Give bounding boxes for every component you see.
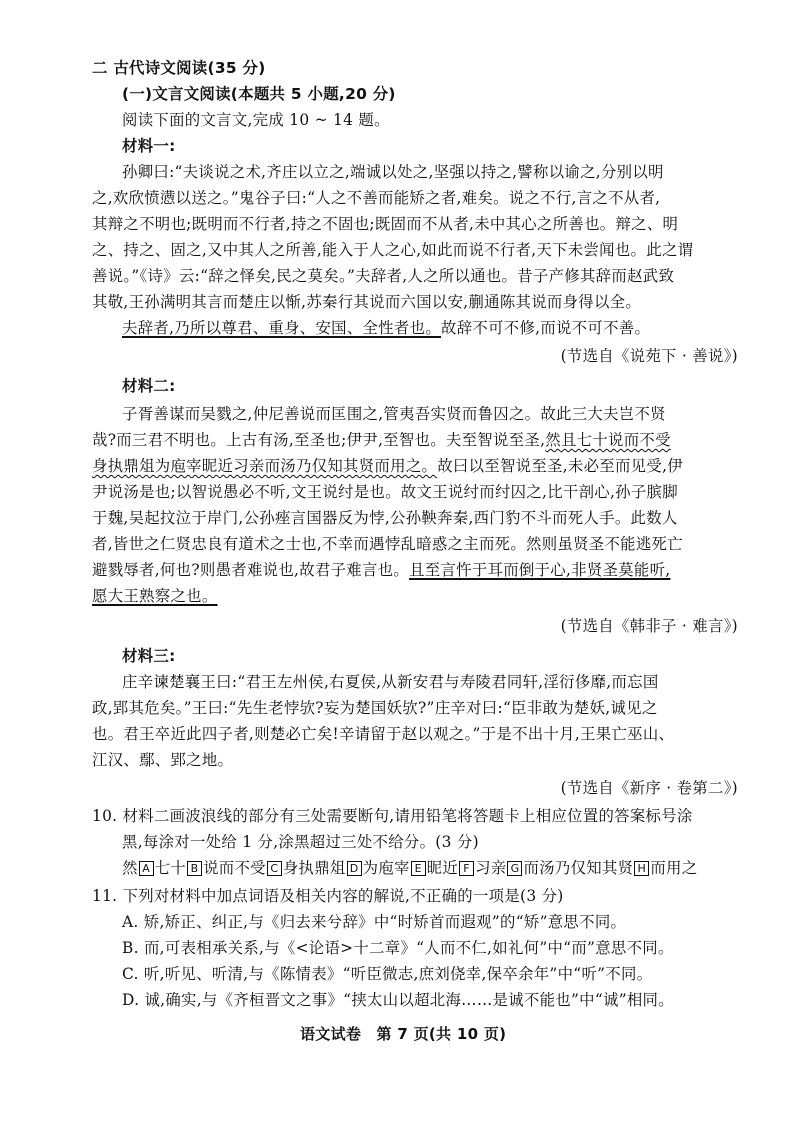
- material1-line-last: [122, 318, 650, 338]
- answer-marker-E[interactable]: E: [411, 861, 426, 876]
- q11-stem: 11. 下列对材料中加点词语及相关内容的解说,不正确的一项是(3 分): [92, 887, 564, 905]
- material1-label: 材料一:: [122, 137, 176, 155]
- answer-marker-H[interactable]: H: [634, 861, 649, 876]
- material3-line: 也。君王卒近此四子者,则楚必亡矣!辛请留于赵以观之。”于是不出十月,王果亡巫山、: [92, 725, 675, 743]
- q10-stem: 10. 材料二画波浪线的部分有三处需要断句,请用铅笔将答题卡上相应位置的答案标号涂: [92, 807, 693, 825]
- answer-marker-B[interactable]: B: [187, 861, 202, 876]
- q11-option-b: B. 而,可表相承关系,与《<论语>十二章》“人而不仁,如礼何”中“而”意思不同。: [122, 939, 674, 957]
- material1-line: 孙卿曰:“夫谈说之术,齐庄以立之,端诚以处之,坚强以持之,譬称以谕之,分别以明: [122, 163, 664, 181]
- material2-line: [92, 560, 671, 580]
- underlined-sentence: 夫辞者,乃所以尊君、重身、安国、全性者也。: [122, 319, 442, 337]
- material3-line: 江汉、鄢、郢之地。: [92, 751, 234, 769]
- q10-stem-cont: 黑,每涂对一处给 1 分,涂黑超过三处不给分。(3 分): [122, 833, 479, 851]
- answer-marker-C[interactable]: C: [267, 861, 282, 876]
- wavy-underlined-text: 身执鼎俎为庖宰昵近习亲而汤乃仅知其贤而用之。: [92, 457, 438, 475]
- wavy-underlined-text: 然且七十说而不受: [545, 431, 671, 449]
- material1-line: 之,欢欣愤懑以送之。”鬼谷子曰:“人之不善而能矫之者,难矣。说之不行,言之不从者,: [92, 189, 661, 207]
- material2-line: 尹说汤是也;以智说愚必不听,文王说纣是也。故文王说纣而纣囚之,比干剖心,孙子膑脚: [92, 483, 678, 501]
- q10-segment: 七十: [154, 859, 187, 877]
- answer-marker-D[interactable]: D: [347, 861, 362, 876]
- subsection-title: (一)文言文阅读(本题共 5 小题,20 分): [122, 85, 396, 103]
- material3-line: 庄辛谏楚襄王曰:“君王左州侯,右夏侯,从新安君与寿陵君同轩,淫衍侈靡,而忘国: [122, 673, 659, 691]
- q10-segment: 而汤乃仅知其贤: [523, 859, 634, 877]
- q11-option-a: A. 矫,矫正、纠正,与《归去来兮辞》中“时矫首而遐观”的“矫”意思不同。: [122, 913, 627, 931]
- answer-marker-G[interactable]: G: [507, 861, 522, 876]
- material2-label: 材料二:: [122, 377, 176, 395]
- answer-marker-F[interactable]: F: [459, 861, 474, 876]
- material2-line: 子胥善谋而吴戮之,仲尼善说而匡围之,管夷吾实贤而鲁囚之。故此三大夫岂不贤: [122, 405, 666, 423]
- material3-source: (节选自《新序 · 卷第二》): [560, 779, 738, 797]
- material2-line-rest: 故曰以至智说至圣,未必至而见受,伊: [437, 457, 683, 475]
- underlined-sentence: 且至言忤于耳而倒于心,非贤圣莫能听,: [409, 561, 671, 579]
- material2-line-plain: 哉?而三君不明也。上古有汤,至圣也;伊尹,至智也。夫至智说至圣,: [92, 431, 546, 449]
- q10-segment: 说而不受: [203, 859, 266, 877]
- q10-segment: 身执鼎俎: [282, 859, 346, 877]
- material1-line: 之、持之、固之,又中其人之所善,能入于人之心,如此而说不行者,天下未尝闻也。此之谓: [92, 241, 694, 259]
- material2-line-plain: 避戮辱者,何也?则愚者难说也,故君子难言也。: [92, 561, 410, 579]
- material2-line: [92, 456, 683, 476]
- material3-label: 材料三:: [122, 647, 176, 665]
- q10-segment: 而用之: [650, 859, 698, 877]
- material2-line: [92, 586, 218, 606]
- q10-segment: 昵近: [426, 859, 459, 877]
- page-footer: 语文试卷 第 7 页(共 10 页): [300, 1025, 507, 1043]
- material1-source: (节选自《说苑下 · 善说》): [560, 347, 738, 365]
- material1-line: 其辩之不明也;既明而不行者,持之不固也;既固而不从者,未中其心之所善也。辩之、明: [92, 215, 679, 233]
- material1-line: 善说。”《诗》云:“辞之怿矣,民之莫矣。”夫辞者,人之所以通也。昔子产修其辞而赵武致: [92, 267, 675, 285]
- material2-line: 于魏,吴起抆泣于岸门,公孙痤言国器反为悖,公孙鞅奔秦,西门豹不斗而死人手。此数人: [92, 509, 678, 527]
- q11-option-d: D. 诚,确实,与《齐桓晋文之事》“挟太山以超北海……是诚不能也”中“诚”相同。: [122, 991, 674, 1009]
- material2-line: [92, 430, 671, 450]
- section-title: 二 古代诗文阅读(35 分): [92, 59, 266, 77]
- material2-line: 者,皆世之仁贤忠良有道术之士也,不幸而遇悖乱暗惑之主而死。然则虽贤圣不能逃死亡: [92, 535, 683, 553]
- q10-segment: 为庖宰: [362, 859, 410, 877]
- q11-option-c: C. 听,听见、听清,与《陈情表》“听臣微志,庶刘侥幸,保卒余年”中“听”不同。: [122, 965, 653, 983]
- material1-line-rest: 故辞不可不修,而说不可不善。: [441, 319, 651, 337]
- instruction: 阅读下面的文言文,完成 10 ~ 14 题。: [122, 111, 390, 129]
- underlined-sentence: 愿大王熟察之也。: [92, 587, 218, 605]
- q10-options: [122, 858, 697, 878]
- material2-source: (节选自《韩非子 · 难言》): [560, 617, 738, 635]
- material1-line: 其敬,王孙满明其言而楚庄以惭,苏秦行其说而六国以安,蒯通陈其说而身得以全。: [92, 293, 642, 311]
- answer-marker-A[interactable]: A: [139, 861, 154, 876]
- q10-segment: 然: [122, 859, 138, 877]
- material3-line: 政,郢其危矣。”王曰:“先生老悖欤?妄为楚国妖欤?”庄辛对曰:“臣非敢为楚妖,诚见之: [92, 699, 658, 717]
- q10-segment: 习亲: [475, 859, 507, 877]
